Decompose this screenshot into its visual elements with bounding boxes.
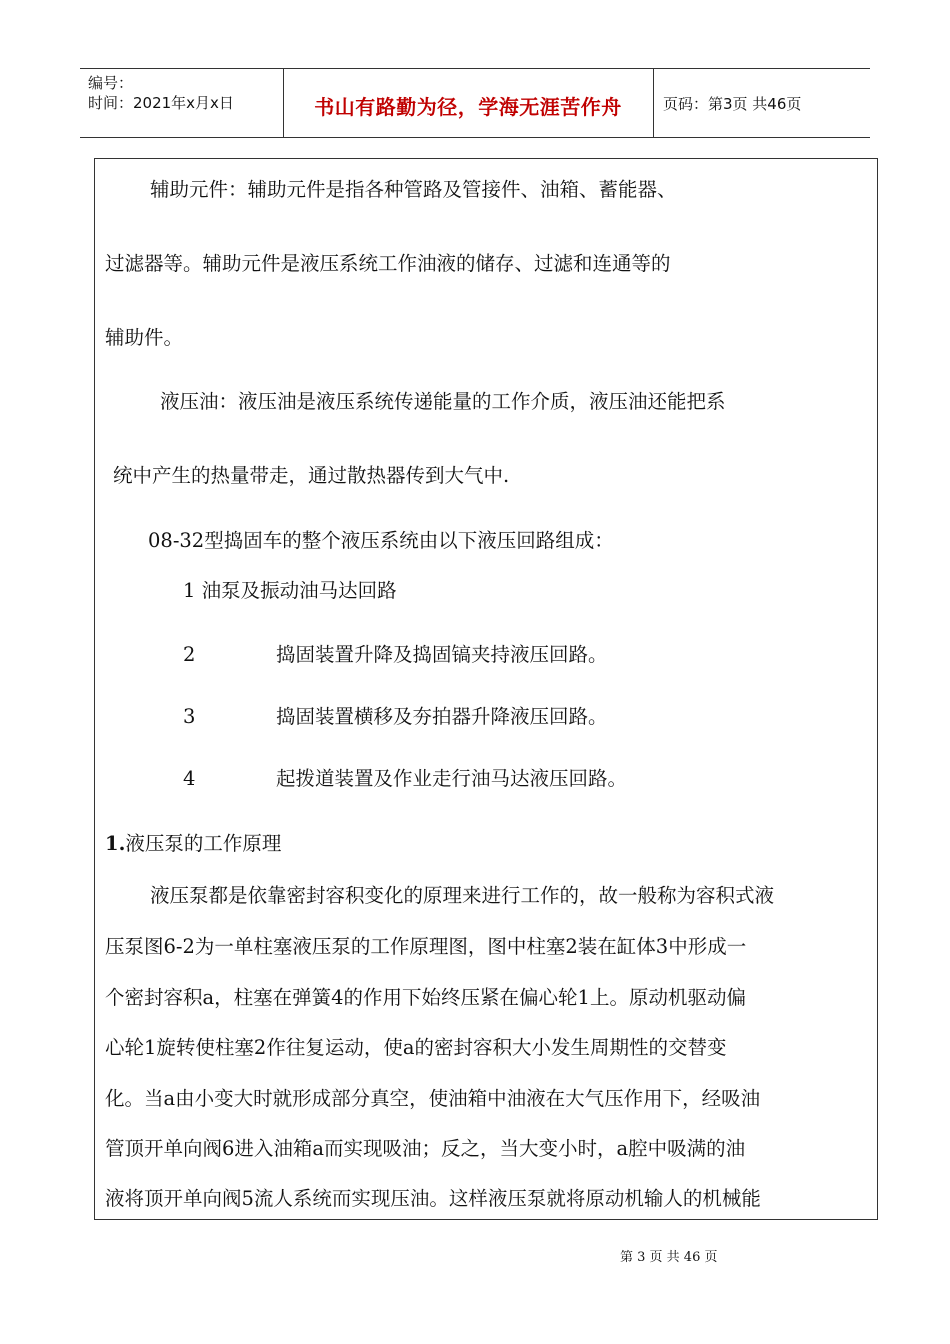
section-heading: 1.液压泵的工作原理 <box>105 832 282 855</box>
time-label: 时间：2021年x月x日 <box>88 94 234 112</box>
list-item: 1 油泵及振动油马达回路 <box>183 579 397 602</box>
header-motto: 书山有路勤为径，学海无涯苦作舟 <box>314 95 622 119</box>
list-item: 2 <box>183 643 196 666</box>
paragraph-line: 辅助元件：辅助元件是指各种管路及管接件、油箱、蓄能器、 <box>150 178 677 201</box>
paragraph-line: 化。当a由小变大时就形成部分真空，使油箱中油液在大气压作用下，经吸油 <box>105 1087 761 1110</box>
paragraph-line: 个密封容积a，柱塞在弹簧4的作用下始终压紧在偏心轮1上。原动机驱动偏 <box>105 986 746 1009</box>
header-meta <box>88 73 278 113</box>
content-frame <box>94 158 878 1220</box>
header-page-code: 页码：第3页 共46页 <box>663 95 802 113</box>
paragraph-line: 液将顶开单向阀5流人系统而实现压油。这样液压泵就将原动机输人的机械能 <box>105 1187 761 1210</box>
paragraph-line: 过滤器等。辅助元件是液压系统工作油液的储存、过滤和连通等的 <box>105 252 671 275</box>
list-item: 4 <box>183 767 196 790</box>
paragraph-line: 压泵图6-2为一单柱塞液压泵的工作原理图，图中柱塞2装在缸体3中形成一 <box>105 935 747 958</box>
paragraph-line: 液压泵都是依靠密封容积变化的原理来进行工作的，故一般称为容积式液 <box>150 884 775 907</box>
paragraph-line: 统中产生的热量带走，通过散热器传到大气中. <box>113 464 510 487</box>
paragraph-line: 08-32型捣固车的整个液压系统由以下液压回路组成： <box>148 529 614 552</box>
list-item-text: 捣固装置升降及捣固镐夹持液压回路。 <box>276 643 608 666</box>
paragraph-line: 液压油：液压油是液压系统传递能量的工作介质，液压油还能把系 <box>160 390 726 413</box>
list-item-text: 捣固装置横移及夯拍器升降液压回路。 <box>276 705 608 728</box>
page-header <box>80 68 870 138</box>
page-footer: 第 3 页 共 46 页 <box>620 1250 718 1265</box>
paragraph-line: 管顶开单向阀6进入油箱a而实现吸油；反之，当大变小时，a腔中吸满的油 <box>105 1137 746 1160</box>
header-divider <box>653 69 654 137</box>
list-item-text: 起拨道装置及作业走行油马达液压回路。 <box>276 767 628 790</box>
paragraph-line: 心轮1旋转使柱塞2作往复运动，使a的密封容积大小发生周期性的交替变 <box>105 1036 727 1059</box>
list-item: 3 <box>183 705 196 728</box>
paragraph-line: 辅助件。 <box>105 326 184 349</box>
number-label: 编号： <box>88 74 134 92</box>
